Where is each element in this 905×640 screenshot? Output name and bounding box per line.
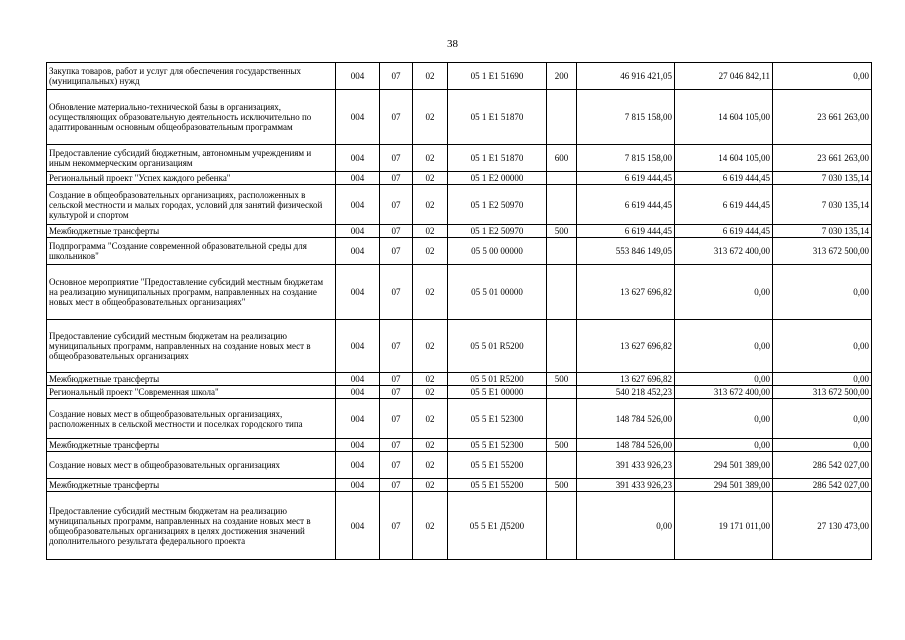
section-code-cell: 07 <box>380 172 413 185</box>
amount-year1-cell: 148 784 526,00 <box>577 399 675 439</box>
target-article-cell: 05 5 Е1 00000 <box>448 386 547 399</box>
row-name-cell: Создание новых мест в общеобразовательных организациях <box>47 452 336 479</box>
amount-year1-cell: 6 619 444,45 <box>577 172 675 185</box>
table-row <box>47 479 872 492</box>
section-code-cell: 07 <box>380 399 413 439</box>
amount-year3-cell: 0,00 <box>773 265 872 320</box>
table-row <box>47 373 872 386</box>
ved-code-cell: 004 <box>336 439 380 452</box>
row-name-cell: Предоставление субсидий местным бюджетам на реализацию муниципальных программ, направленных на создание новых мест в общеобразовательных организациях в целях достижения значений дополнительного результата федерального проекта <box>47 492 336 560</box>
target-article-cell: 05 5 Е1 52300 <box>448 439 547 452</box>
amount-year1-cell: 6 619 444,45 <box>577 225 675 238</box>
table-row <box>47 238 872 265</box>
amount-year3-cell: 7 030 135,14 <box>773 185 872 225</box>
section-code-cell: 07 <box>380 479 413 492</box>
amount-year1-cell: 391 433 926,23 <box>577 479 675 492</box>
expense-type-cell: 500 <box>547 373 577 386</box>
expense-type-cell <box>547 320 577 373</box>
section-code-cell: 07 <box>380 145 413 172</box>
target-article-cell: 05 5 00 00000 <box>448 238 547 265</box>
amount-year2-cell: 6 619 444,45 <box>675 225 773 238</box>
ved-code-cell: 004 <box>336 145 380 172</box>
amount-year1-cell: 13 627 696,82 <box>577 265 675 320</box>
amount-year2-cell: 313 672 400,00 <box>675 238 773 265</box>
amount-year2-cell: 313 672 400,00 <box>675 386 773 399</box>
table-row <box>47 90 872 145</box>
subsection-code-cell: 02 <box>413 238 448 265</box>
expense-type-cell: 500 <box>547 479 577 492</box>
row-name-cell: Предоставление субсидий бюджетным, автономным учреждениям и иным некоммерческим организациям <box>47 145 336 172</box>
expense-type-cell: 500 <box>547 439 577 452</box>
section-code-cell: 07 <box>380 320 413 373</box>
section-code-cell: 07 <box>380 386 413 399</box>
table-row <box>47 320 872 373</box>
target-article-cell: 05 5 01 R5200 <box>448 373 547 386</box>
section-code-cell: 07 <box>380 373 413 386</box>
target-article-cell: 05 1 Е2 50970 <box>448 225 547 238</box>
amount-year2-cell: 27 046 842,11 <box>675 63 773 90</box>
subsection-code-cell: 02 <box>413 492 448 560</box>
amount-year1-cell: 7 815 158,00 <box>577 145 675 172</box>
amount-year2-cell: 0,00 <box>675 265 773 320</box>
budget-table <box>46 62 872 560</box>
section-code-cell: 07 <box>380 492 413 560</box>
table-row <box>47 145 872 172</box>
subsection-code-cell: 02 <box>413 63 448 90</box>
ved-code-cell: 004 <box>336 479 380 492</box>
table-row <box>47 225 872 238</box>
table-row <box>47 185 872 225</box>
amount-year2-cell: 0,00 <box>675 439 773 452</box>
section-code-cell: 07 <box>380 439 413 452</box>
subsection-code-cell: 02 <box>413 399 448 439</box>
target-article-cell: 05 1 Е1 51690 <box>448 63 547 90</box>
expense-type-cell <box>547 399 577 439</box>
expense-type-cell <box>547 185 577 225</box>
section-code-cell: 07 <box>380 225 413 238</box>
row-name-cell: Межбюджетные трансферты <box>47 479 336 492</box>
row-name-cell: Предоставление субсидий местным бюджетам на реализацию муниципальных программ, направленных на создание новых мест в общеобразовательных организациях <box>47 320 336 373</box>
target-article-cell: 05 5 Е1 Д5200 <box>448 492 547 560</box>
expense-type-cell: 200 <box>547 63 577 90</box>
ved-code-cell: 004 <box>336 238 380 265</box>
subsection-code-cell: 02 <box>413 145 448 172</box>
target-article-cell: 05 1 Е2 00000 <box>448 172 547 185</box>
ved-code-cell: 004 <box>336 185 380 225</box>
subsection-code-cell: 02 <box>413 185 448 225</box>
expense-type-cell <box>547 265 577 320</box>
amount-year1-cell: 0,00 <box>577 492 675 560</box>
table-row <box>47 265 872 320</box>
expense-type-cell <box>547 492 577 560</box>
row-name-cell: Межбюджетные трансферты <box>47 439 336 452</box>
amount-year3-cell: 286 542 027,00 <box>773 452 872 479</box>
amount-year2-cell: 19 171 011,00 <box>675 492 773 560</box>
page-number: 38 <box>447 38 458 50</box>
amount-year1-cell: 6 619 444,45 <box>577 185 675 225</box>
subsection-code-cell: 02 <box>413 373 448 386</box>
amount-year2-cell: 294 501 389,00 <box>675 452 773 479</box>
amount-year1-cell: 13 627 696,82 <box>577 373 675 386</box>
ved-code-cell: 004 <box>336 452 380 479</box>
subsection-code-cell: 02 <box>413 479 448 492</box>
row-name-cell: Подпрограмма "Создание современной образовательной среды для школьников" <box>47 238 336 265</box>
row-name-cell: Закупка товаров, работ и услуг для обеспечения государственных (муниципальных) нужд <box>47 63 336 90</box>
amount-year3-cell: 286 542 027,00 <box>773 479 872 492</box>
amount-year3-cell: 0,00 <box>773 399 872 439</box>
table-row <box>47 492 872 560</box>
row-name-cell: Создание новых мест в общеобразовательных организациях, расположенных в сельской местности и поселках городского типа <box>47 399 336 439</box>
table-row <box>47 386 872 399</box>
subsection-code-cell: 02 <box>413 386 448 399</box>
amount-year2-cell: 6 619 444,45 <box>675 185 773 225</box>
table-body <box>47 63 872 560</box>
amount-year1-cell: 391 433 926,23 <box>577 452 675 479</box>
row-name-cell: Межбюджетные трансферты <box>47 225 336 238</box>
amount-year3-cell: 7 030 135,14 <box>773 172 872 185</box>
section-code-cell: 07 <box>380 90 413 145</box>
subsection-code-cell: 02 <box>413 452 448 479</box>
subsection-code-cell: 02 <box>413 265 448 320</box>
amount-year3-cell: 7 030 135,14 <box>773 225 872 238</box>
ved-code-cell: 004 <box>336 172 380 185</box>
subsection-code-cell: 02 <box>413 172 448 185</box>
expense-type-cell <box>547 172 577 185</box>
row-name-cell: Основное мероприятие "Предоставление субсидий местным бюджетам на реализацию муниципальных программ, направленных на создание новых мест в общеобразовательных организациях" <box>47 265 336 320</box>
amount-year1-cell: 13 627 696,82 <box>577 320 675 373</box>
row-name-cell: Региональный проект "Успех каждого ребенка" <box>47 172 336 185</box>
section-code-cell: 07 <box>380 238 413 265</box>
amount-year2-cell: 0,00 <box>675 399 773 439</box>
amount-year3-cell: 23 661 263,00 <box>773 145 872 172</box>
target-article-cell: 05 5 01 00000 <box>448 265 547 320</box>
ved-code-cell: 004 <box>336 399 380 439</box>
table-row <box>47 399 872 439</box>
ved-code-cell: 004 <box>336 90 380 145</box>
expense-type-cell <box>547 386 577 399</box>
target-article-cell: 05 1 Е2 50970 <box>448 185 547 225</box>
expense-type-cell <box>547 238 577 265</box>
ved-code-cell: 004 <box>336 320 380 373</box>
row-name-cell: Обновление материально-технической базы в организациях, осуществляющих образовательную деятельность исключительно по адаптированным основным общеобразовательным программам <box>47 90 336 145</box>
amount-year3-cell: 0,00 <box>773 439 872 452</box>
amount-year2-cell: 14 604 105,00 <box>675 90 773 145</box>
amount-year1-cell: 46 916 421,05 <box>577 63 675 90</box>
section-code-cell: 07 <box>380 185 413 225</box>
amount-year3-cell: 313 672 500,00 <box>773 386 872 399</box>
target-article-cell: 05 5 01 R5200 <box>448 320 547 373</box>
ved-code-cell: 004 <box>336 265 380 320</box>
ved-code-cell: 004 <box>336 225 380 238</box>
amount-year1-cell: 148 784 526,00 <box>577 439 675 452</box>
amount-year1-cell: 540 218 452,23 <box>577 386 675 399</box>
ved-code-cell: 004 <box>336 492 380 560</box>
amount-year1-cell: 7 815 158,00 <box>577 90 675 145</box>
row-name-cell: Межбюджетные трансферты <box>47 373 336 386</box>
amount-year3-cell: 0,00 <box>773 63 872 90</box>
row-name-cell: Создание в общеобразовательных организациях, расположенных в сельской местности и малых городах, условий для занятий физической культурой и спортом <box>47 185 336 225</box>
amount-year3-cell: 27 130 473,00 <box>773 492 872 560</box>
subsection-code-cell: 02 <box>413 439 448 452</box>
row-name-cell: Региональный проект "Современная школа" <box>47 386 336 399</box>
ved-code-cell: 004 <box>336 386 380 399</box>
amount-year3-cell: 0,00 <box>773 373 872 386</box>
subsection-code-cell: 02 <box>413 320 448 373</box>
subsection-code-cell: 02 <box>413 90 448 145</box>
amount-year2-cell: 0,00 <box>675 320 773 373</box>
amount-year1-cell: 553 846 149,05 <box>577 238 675 265</box>
table-row <box>47 439 872 452</box>
table-row <box>47 63 872 90</box>
ved-code-cell: 004 <box>336 373 380 386</box>
subsection-code-cell: 02 <box>413 225 448 238</box>
amount-year2-cell: 6 619 444,45 <box>675 172 773 185</box>
target-article-cell: 05 5 Е1 55200 <box>448 479 547 492</box>
section-code-cell: 07 <box>380 63 413 90</box>
table-row <box>47 452 872 479</box>
table-row <box>47 172 872 185</box>
expense-type-cell: 600 <box>547 145 577 172</box>
amount-year3-cell: 0,00 <box>773 320 872 373</box>
target-article-cell: 05 5 Е1 52300 <box>448 399 547 439</box>
amount-year3-cell: 23 661 263,00 <box>773 90 872 145</box>
section-code-cell: 07 <box>380 452 413 479</box>
expense-type-cell: 500 <box>547 225 577 238</box>
amount-year2-cell: 0,00 <box>675 373 773 386</box>
expense-type-cell <box>547 452 577 479</box>
target-article-cell: 05 1 Е1 51870 <box>448 145 547 172</box>
target-article-cell: 05 1 Е1 51870 <box>448 90 547 145</box>
amount-year2-cell: 294 501 389,00 <box>675 479 773 492</box>
section-code-cell: 07 <box>380 265 413 320</box>
amount-year3-cell: 313 672 500,00 <box>773 238 872 265</box>
expense-type-cell <box>547 90 577 145</box>
target-article-cell: 05 5 Е1 55200 <box>448 452 547 479</box>
ved-code-cell: 004 <box>336 63 380 90</box>
amount-year2-cell: 14 604 105,00 <box>675 145 773 172</box>
